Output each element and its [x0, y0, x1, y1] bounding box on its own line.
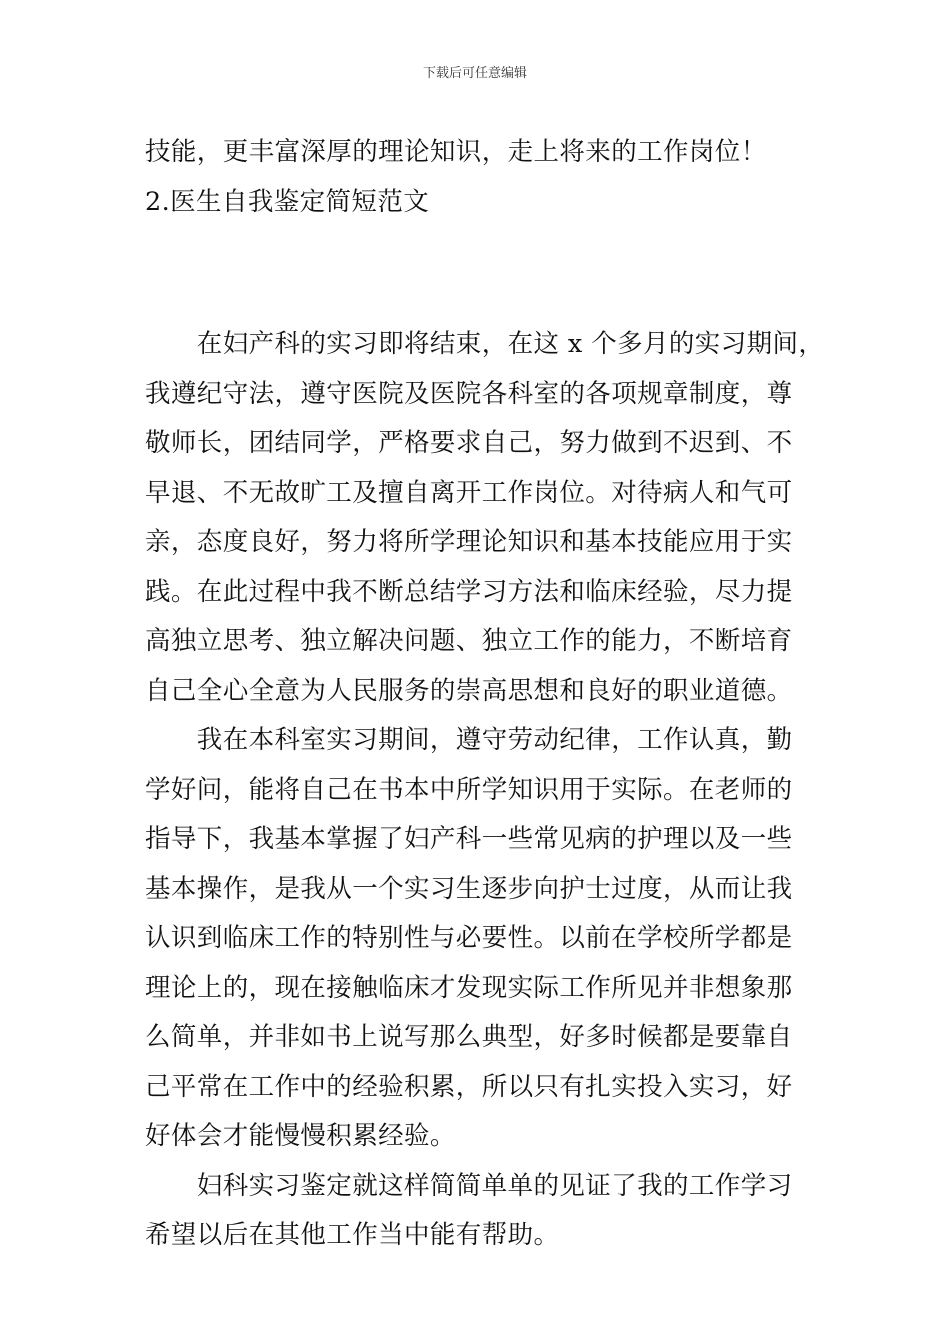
- intro-line: 技能，更丰富深厚的理论知识，走上将来的工作岗位！: [145, 137, 767, 167]
- paragraph-line: 么简单，并非如书上说写那么典型，好多时候都是要靠自: [145, 1022, 793, 1052]
- document-body: [145, 128, 825, 1261]
- paragraph-line: 践。在此过程中我不断总结学习方法和临床经验，尽力提: [145, 576, 793, 607]
- section-title: 2.医生自我鉴定简短范文: [145, 186, 430, 217]
- paragraph-line: 好体会才能慢慢积累经验。: [145, 1121, 456, 1151]
- paragraph-line: 自己全心全意为人民服务的崇高思想和良好的职业道德。: [145, 675, 793, 706]
- paragraph-line: 我遵纪守法，遵守医院及医院各科室的各项规章制度，尊: [145, 378, 793, 409]
- paragraph-line: 在妇产科的实习即将结束，在这 x 个多月的实习期间，: [145, 329, 825, 359]
- page-header: 下载后可任意编辑: [422, 66, 527, 81]
- paragraph-line: 指导下，我基本掌握了妇产科一些常见病的护理以及一些: [145, 824, 793, 854]
- paragraph-2: [145, 716, 810, 1162]
- section-spacer: [145, 227, 810, 320]
- paragraph-1: [145, 320, 825, 716]
- paragraph-line: 亲，态度良好，努力将所学理论知识和基本技能应用于实: [145, 527, 793, 557]
- paragraph-line: 理论上的，现在接触临床才发现实际工作所见并非想象那: [145, 972, 793, 1003]
- paragraph-line: 希望以后在其他工作当中能有帮助。: [145, 1220, 560, 1250]
- paragraph-line: 学好问，能将自己在书本中所学知识用于实际。在老师的: [145, 774, 793, 805]
- paragraph-line: 己平常在工作中的经验积累，所以只有扎实投入实习，好: [145, 1071, 793, 1102]
- paragraph-line: 早退、不无故旷工及擅自离开工作岗位。对待病人和气可: [145, 477, 793, 508]
- paragraph-line: 高独立思考、独立解决问题、独立工作的能力，不断培育: [145, 626, 793, 656]
- paragraph-line: 敬师长，团结同学，严格要求自己，努力做到不迟到、不: [145, 428, 793, 458]
- paragraph-line: 基本操作，是我从一个实习生逐步向护士过度，从而让我: [145, 873, 793, 904]
- paragraph-3: [145, 1162, 810, 1261]
- paragraph-line: 我在本科室实习期间，遵守劳动纪律，工作认真，勤: [145, 725, 793, 755]
- paragraph-line: 认识到临床工作的特别性与必要性。以前在学校所学都是: [145, 923, 793, 953]
- paragraph-line: 妇科实习鉴定就这样简简单单的见证了我的工作学习: [145, 1170, 793, 1201]
